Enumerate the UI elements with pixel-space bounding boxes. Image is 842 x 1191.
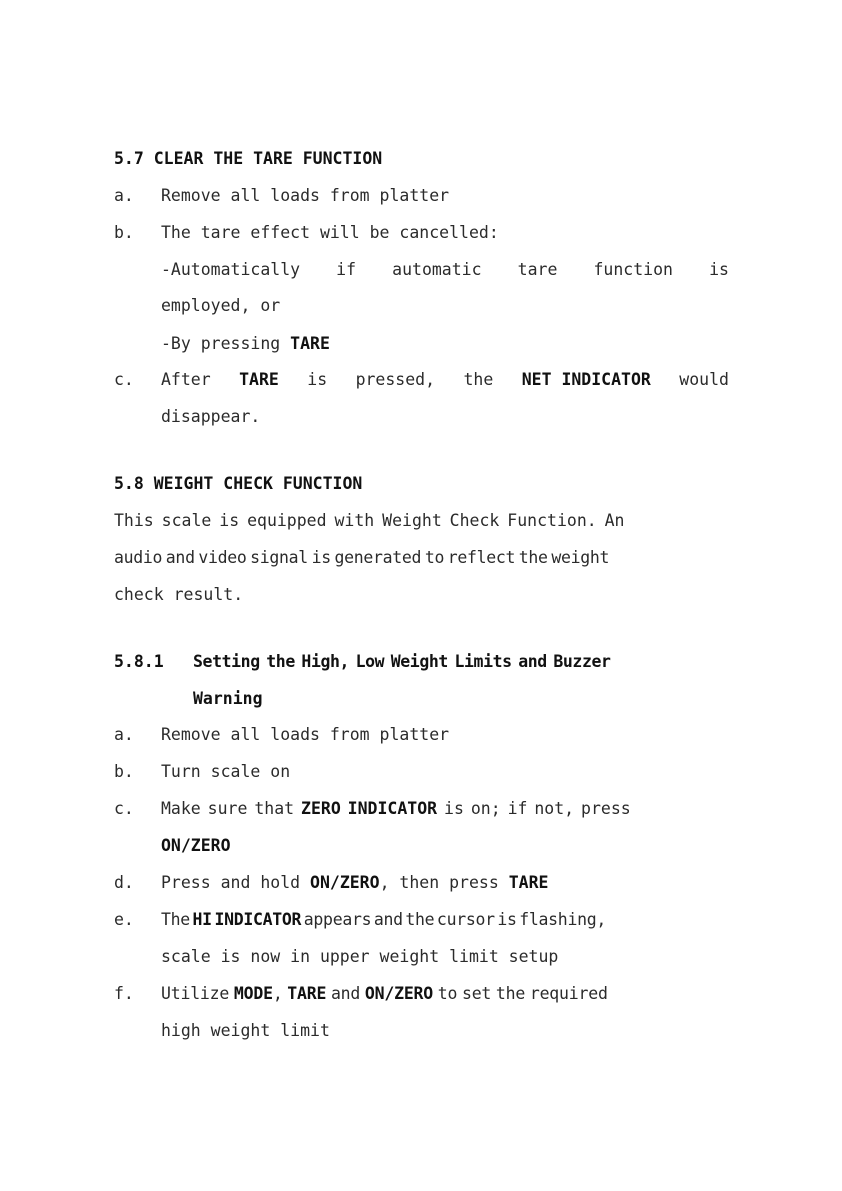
list-text: Turn scale on [161, 762, 291, 781]
section-title: Warning [193, 689, 263, 708]
list-text: scale is now in upper weight limit setup [161, 947, 559, 966]
list-label: f. [114, 984, 134, 1003]
paragraph-text: audio and video signal is generated to reflect the weight [114, 548, 610, 567]
list-text [161, 334, 330, 354]
key-net-indicator: NET INDICATOR [521, 370, 651, 389]
text-run: , [272, 984, 288, 1003]
list-label: d. [114, 873, 134, 892]
word: would [679, 370, 729, 389]
word: the [463, 370, 494, 389]
list-text [161, 799, 631, 819]
list-text [161, 873, 548, 893]
word: is [307, 370, 328, 389]
word: After [161, 370, 211, 389]
key-on-zero: ON/ZERO [310, 873, 380, 892]
list-label: e. [114, 910, 134, 929]
text-run: is on; if not, press [437, 799, 631, 818]
section-5-7-heading: 5.7 CLEAR THE TARE FUNCTION [114, 149, 383, 168]
section-number: 5.8.1 [114, 652, 164, 671]
word: is [709, 260, 729, 279]
word: if [336, 260, 357, 279]
list-text: The tare effect will be cancelled: [161, 223, 499, 242]
key-zero-indicator: ZERO INDICATOR [301, 799, 438, 818]
list-text: Remove all loads from platter [161, 725, 450, 744]
list-text [161, 984, 608, 1004]
word: pressed, [355, 370, 436, 389]
text-run: The [161, 910, 193, 929]
paragraph-text: check result. [114, 585, 244, 604]
list-text [161, 910, 606, 930]
text-run: Press and hold [161, 873, 311, 892]
key-tare: TARE [239, 370, 279, 389]
key-on-zero: ON/ZERO [364, 984, 434, 1003]
key-tare: TARE [287, 984, 327, 1003]
key-mode: MODE [233, 984, 273, 1003]
text-run: Utilize [161, 984, 234, 1003]
text-run: to set the required [433, 984, 608, 1003]
word: automatic [392, 260, 482, 279]
text-run: appears and the cursor is flashing, [301, 910, 606, 929]
list-label: a. [114, 186, 134, 205]
key-hi-indicator: HI INDICATOR [192, 910, 302, 929]
word: -Automatically [161, 260, 301, 279]
list-label: b. [114, 223, 134, 242]
justified-text-line [161, 260, 729, 280]
list-label: c. [114, 370, 134, 389]
paragraph-text: This scale is equipped with Weight Check Function. An [114, 511, 625, 530]
list-label: b. [114, 762, 134, 781]
word: tare [517, 260, 558, 279]
text-run: , then press [379, 873, 509, 892]
list-label: c. [114, 799, 134, 818]
key-on-zero: ON/ZERO [161, 836, 231, 855]
list-text: Remove all loads from platter [161, 186, 450, 205]
text-run: and [326, 984, 365, 1003]
key-tare: TARE [290, 334, 330, 353]
list-label: a. [114, 725, 134, 744]
list-text: high weight limit [161, 1021, 330, 1040]
word: function [593, 260, 673, 279]
text-run: Make sure that [161, 799, 302, 818]
text-run: -By pressing [161, 334, 291, 353]
section-5-8-heading: 5.8 WEIGHT CHECK FUNCTION [114, 474, 363, 493]
key-tare: TARE [508, 873, 549, 892]
list-text: employed, or [161, 296, 281, 315]
section-title: Setting the High, Low Weight Limits and Buzzer [193, 652, 611, 671]
justified-text-line [161, 370, 729, 390]
list-text: disappear. [161, 407, 261, 426]
